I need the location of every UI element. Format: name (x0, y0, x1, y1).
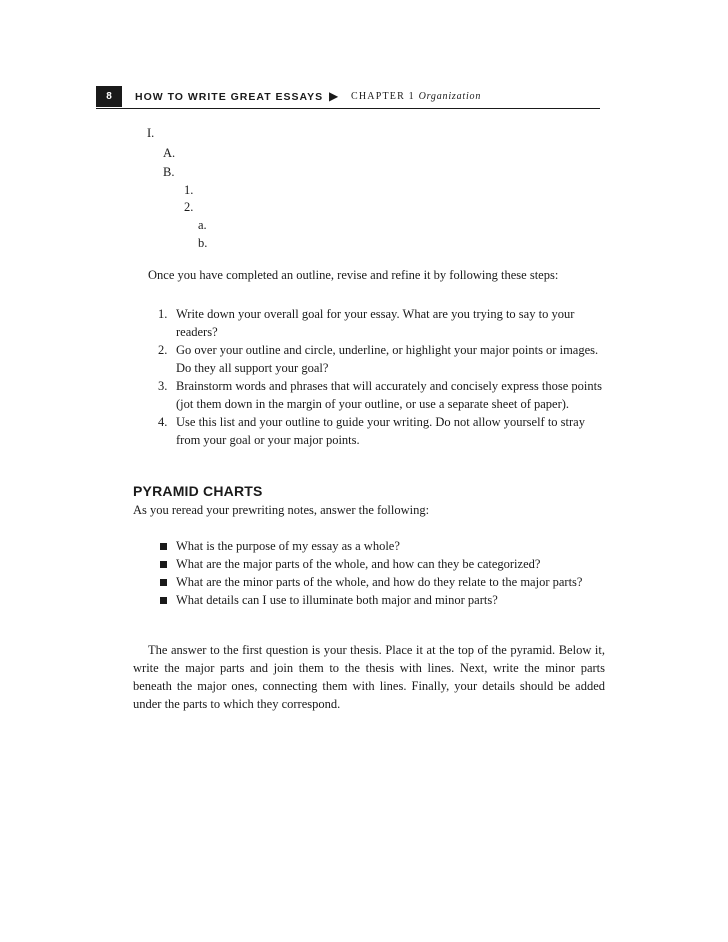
list-item (158, 377, 603, 413)
question-list (158, 537, 603, 609)
list-number: 1. (158, 307, 168, 321)
list-item-text: Brainstorm words and phrases that will accurately and concisely express those points (jot them down in the margin of your outline, or use a separate sheet of paper). (176, 379, 602, 411)
chapter-number: CHAPTER 1 (351, 91, 415, 102)
list-item-text: What are the minor parts of the whole, and how do they relate to the major parts? (176, 575, 583, 589)
outline-level-3: 1. (184, 183, 194, 197)
list-item-text: Use this list and your outline to guide your writing. Do not allow yourself to stray from your goal or your major points. (176, 415, 585, 447)
outline-level-2: A. (163, 146, 176, 160)
outline-level-2: B. (163, 165, 175, 179)
list-item (158, 537, 603, 555)
chapter-name: Organization (418, 91, 482, 102)
list-item-text: Write down your overall goal for your essay. What are you trying to say to your readers? (176, 307, 575, 339)
list-number: 4. (158, 415, 168, 429)
chapter-label (351, 91, 481, 102)
outline-level-4: b. (198, 236, 208, 250)
revision-steps-list (158, 305, 603, 449)
outline-level-3: 2. (184, 200, 194, 214)
list-item-text: What are the major parts of the whole, and how can they be categorized? (176, 557, 541, 571)
list-item (158, 305, 603, 341)
list-number: 2. (158, 343, 168, 357)
intro-paragraph: Once you have completed an outline, revise and refine it by following these steps: (148, 268, 559, 282)
list-item-text: Go over your outline and circle, underline, or highlight your major points or images. Do they all support your goal? (176, 343, 599, 375)
list-item (158, 341, 603, 377)
list-item (158, 591, 603, 609)
page-number: 8 (96, 86, 122, 107)
square-bullet-icon (160, 579, 167, 586)
list-item-text: What details can I use to illuminate both major and minor parts? (176, 593, 498, 607)
book-title: HOW TO WRITE GREAT ESSAYS (135, 91, 324, 103)
outline-level-4: a. (198, 218, 207, 232)
square-bullet-icon (160, 543, 167, 550)
list-item (158, 573, 603, 591)
right-triangle-icon: ▶ (329, 89, 339, 103)
running-header (96, 86, 600, 109)
list-item (158, 555, 603, 573)
square-bullet-icon (160, 561, 167, 568)
outline-level-1: I. (147, 126, 155, 140)
list-item (158, 413, 603, 449)
section-intro: As you reread your prewriting notes, answer the following: (133, 503, 430, 517)
section-heading: PYRAMID CHARTS (133, 483, 263, 499)
list-number: 3. (158, 379, 168, 393)
closing-paragraph: The answer to the first question is your thesis. Place it at the top of the pyramid. Below it, write the major parts and join them to the thesis with lines. Next, write the minor parts beneath the major ones, connecting them with lines. Finally, your details should be added under the parts to which they correspond. (133, 643, 605, 711)
list-item-text: What is the purpose of my essay as a whole? (176, 539, 400, 553)
square-bullet-icon (160, 597, 167, 604)
